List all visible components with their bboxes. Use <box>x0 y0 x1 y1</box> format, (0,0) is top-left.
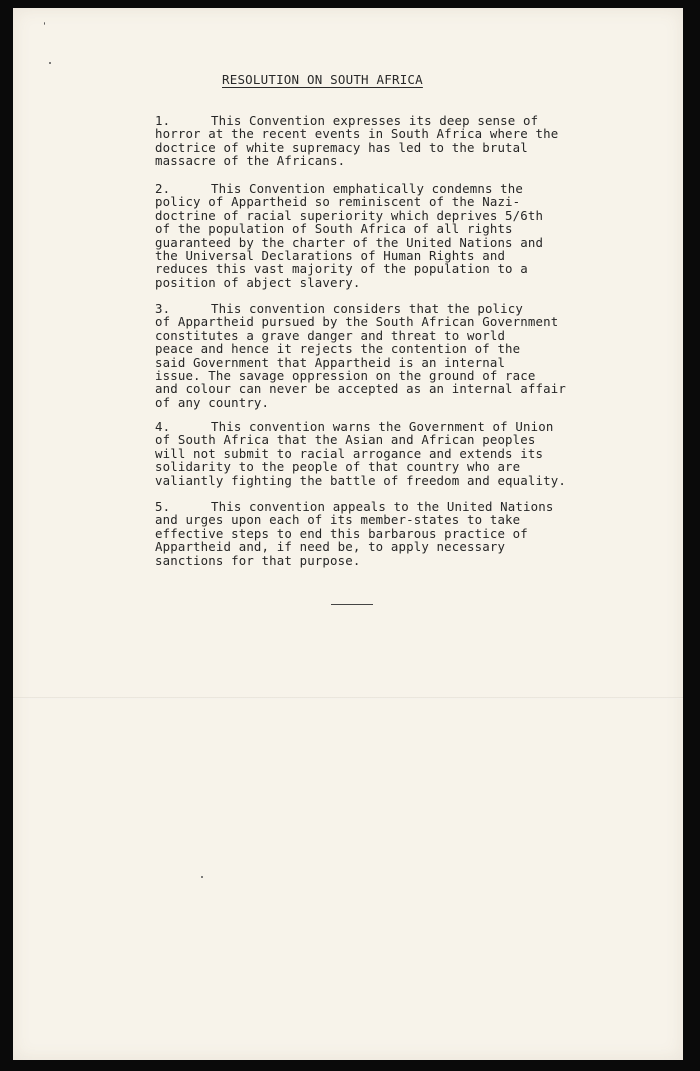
end-divider-rule <box>331 604 373 605</box>
paragraph-line: solidarity to the people of that country who are <box>155 459 521 475</box>
paragraph-line: will not submit to racial arrogance and extends its <box>155 445 544 461</box>
paper-speck <box>44 22 45 25</box>
paragraph-line: horror at the recent events in South Africa where the <box>155 126 559 142</box>
paragraph-number: 5. <box>155 499 171 514</box>
paragraph-line: said Government that Appartheid is an internal <box>155 354 506 370</box>
paragraph-line: guaranteed by the charter of the United Nations and <box>155 234 544 250</box>
paragraph-line: This Convention emphatically condemns the <box>211 181 524 196</box>
paragraph-line: issue. The savage oppression on the ground of race <box>155 368 536 384</box>
paper-speck <box>201 876 203 878</box>
paragraph-number: 2. <box>155 181 171 196</box>
paragraph-line: of Appartheid pursued by the South African Government <box>155 314 559 330</box>
paragraph-line: This convention warns the Government of Union <box>211 419 554 434</box>
paragraph-4 <box>155 420 615 487</box>
paragraph-1 <box>155 114 615 168</box>
paragraph-line: This convention considers that the policy <box>211 301 524 316</box>
paragraph-line: reduces this vast majority of the population to a <box>155 261 528 277</box>
paragraph-line: and colour can never be accepted as an internal affair <box>155 381 566 397</box>
paragraph-line: policy of Appartheid so reminiscent of the Nazi- <box>155 194 521 210</box>
paragraph-line: Appartheid and, if need be, to apply necessary <box>155 539 506 555</box>
paragraph-line: and urges upon each of its member-states to take <box>155 512 521 528</box>
paragraph-line: doctrice of white supremacy has led to the brutal <box>155 139 528 155</box>
paragraph-line: of any country. <box>155 394 270 410</box>
paragraph-number: 1. <box>155 113 171 128</box>
paragraph-2 <box>155 182 615 289</box>
paragraph-line: of the population of South Africa of all rights <box>155 221 513 237</box>
paragraph-line: This Convention expresses its deep sense of <box>211 113 539 128</box>
paragraph-line: peace and hence it rejects the contention of the <box>155 341 521 357</box>
paragraph-line: massacre of the Africans. <box>155 153 346 169</box>
document-title: RESOLUTION ON SOUTH AFRICA <box>222 72 423 87</box>
paragraph-line: valiantly fighting the battle of freedom and equality. <box>155 472 566 488</box>
paper-fold-crease <box>13 697 683 699</box>
paragraph-number: 4. <box>155 419 171 434</box>
paragraph-line: position of abject slavery. <box>155 274 361 290</box>
paragraph-line: the Universal Declarations of Human Rights and <box>155 248 506 264</box>
paragraph-line: of South Africa that the Asian and African peoples <box>155 432 536 448</box>
paragraph-line: doctrine of racial superiority which deprives 5/6th <box>155 207 544 223</box>
paragraph-line: This convention appeals to the United Nations <box>211 499 554 514</box>
paragraph-line: effective steps to end this barbarous practice of <box>155 525 528 541</box>
paper-speck <box>49 62 51 64</box>
paragraph-number: 3. <box>155 301 171 316</box>
paragraph-3 <box>155 302 615 409</box>
paragraph-5 <box>155 500 615 567</box>
paragraph-line: sanctions for that purpose. <box>155 552 361 568</box>
document-page <box>13 8 683 1060</box>
paragraph-line: constitutes a grave danger and threat to world <box>155 327 506 343</box>
